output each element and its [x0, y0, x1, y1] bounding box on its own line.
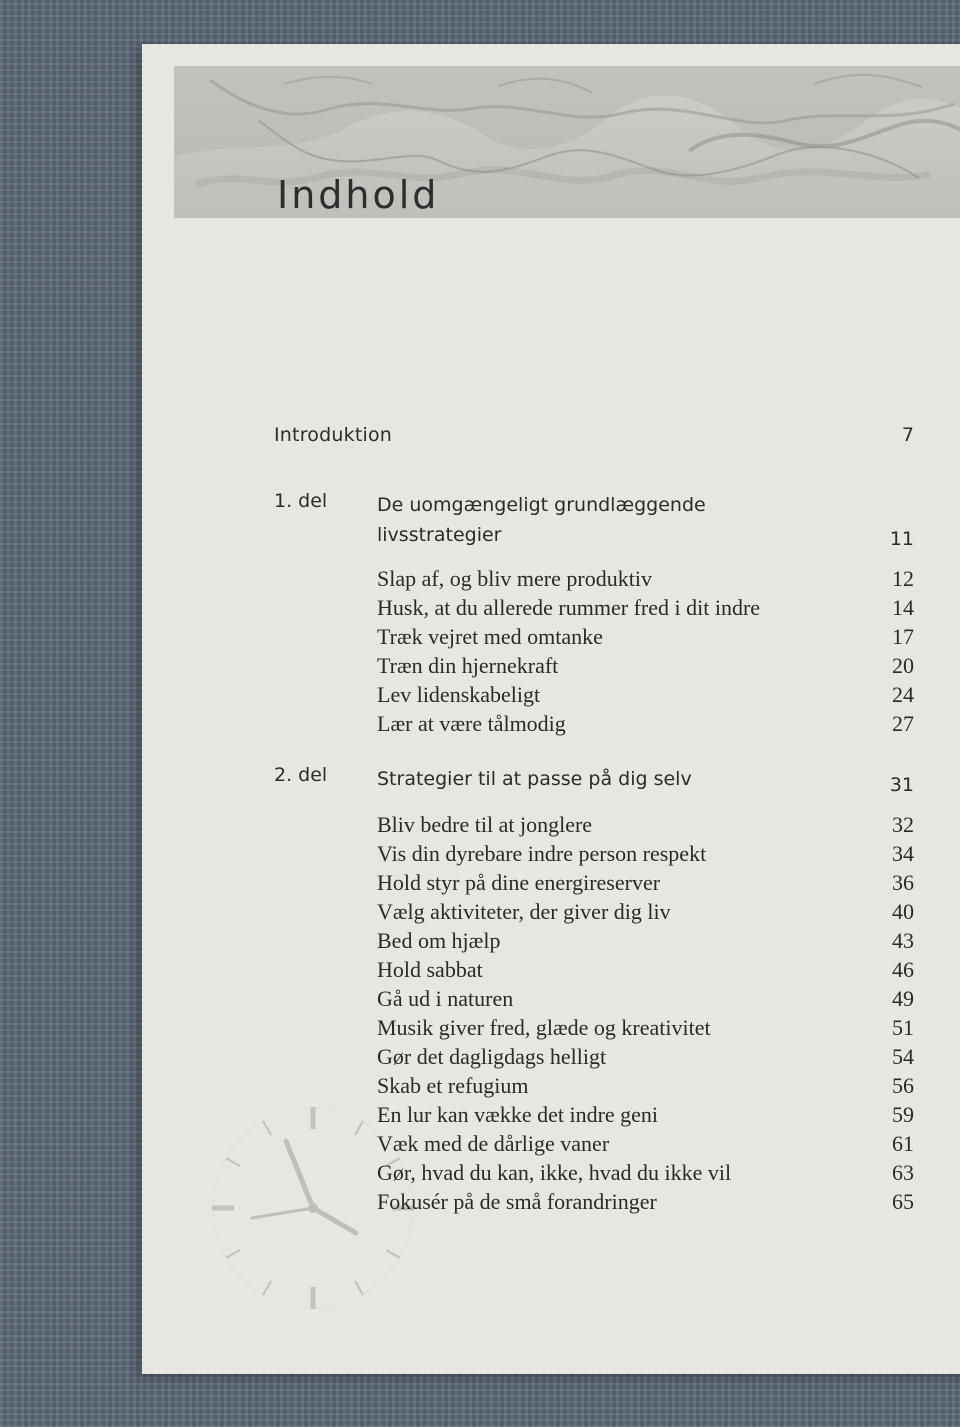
toc-chapter-title: Vælg aktiviteter, der giver dig liv	[377, 899, 671, 924]
toc-part-2-chapter-list	[274, 810, 914, 1216]
toc-chapter-title: Lær at være tålmodig	[377, 711, 566, 736]
toc-chapter-page-number: 63	[892, 1160, 914, 1185]
toc-chapter-page-number: 59	[892, 1102, 914, 1127]
book-page	[142, 44, 960, 1374]
toc-chapter-title: Skab et refugium	[377, 1073, 529, 1098]
toc-chapter-title: Musik giver fred, glæde og kreativitet	[377, 1015, 711, 1040]
toc-chapter-page-number: 43	[892, 928, 914, 953]
toc-chapter-page-number: 40	[892, 899, 914, 924]
toc-chapter-title: Hold sabbat	[377, 957, 483, 982]
toc-part-1	[274, 490, 914, 738]
toc-chapter-page-number: 24	[892, 682, 914, 707]
page-title: Indhold	[277, 173, 440, 217]
toc-chapter-row	[274, 984, 914, 1013]
toc-chapter-page-number: 34	[892, 841, 914, 866]
toc-chapter-page-number: 54	[892, 1044, 914, 1069]
toc-chapter-page-number: 14	[892, 595, 914, 620]
toc-chapter-page-number: 20	[892, 653, 914, 678]
toc-chapter-row	[274, 709, 914, 738]
toc-chapter-row	[274, 1042, 914, 1071]
toc-part-1-title: De uomgængeligt grundlæggende livsstrategier	[377, 494, 706, 546]
toc-part-1-page-number: 11	[889, 528, 914, 550]
toc-chapter-page-number: 12	[892, 566, 914, 591]
toc-chapter-title: Vis din dyrebare indre person respekt	[377, 841, 707, 866]
toc-chapter-title: Fokusér på de små forandringer	[377, 1189, 657, 1214]
toc-chapter-title: Bliv bedre til at jonglere	[377, 812, 593, 837]
table-of-contents	[274, 424, 914, 1216]
toc-chapter-row	[274, 1100, 914, 1129]
toc-chapter-title: En lur kan vække det indre geni	[377, 1102, 659, 1127]
toc-chapter-title: Slap af, og bliv mere produktiv	[377, 566, 652, 591]
toc-chapter-row	[274, 622, 914, 651]
toc-chapter-page-number: 61	[892, 1131, 914, 1156]
toc-chapter-title: Husk, at du allerede rummer fred i dit indre	[377, 595, 761, 620]
toc-chapter-row	[274, 839, 914, 868]
toc-chapter-page-number: 32	[892, 812, 914, 837]
toc-chapter-page-number: 49	[892, 986, 914, 1011]
toc-chapter-row	[274, 651, 914, 680]
toc-chapter-page-number: 51	[892, 1015, 914, 1040]
toc-chapter-title: Træn din hjernekraft	[377, 653, 559, 678]
toc-part-2-header	[274, 764, 914, 796]
toc-chapter-page-number: 46	[892, 957, 914, 982]
toc-chapter-row	[274, 1013, 914, 1042]
toc-part-2-title: Strategier til at passe på dig selv	[377, 768, 692, 790]
toc-chapter-row	[274, 564, 914, 593]
toc-chapter-title: Hold styr på dine energireserver	[377, 870, 661, 895]
toc-chapter-page-number: 27	[892, 711, 914, 736]
toc-chapter-row	[274, 1158, 914, 1187]
toc-part-1-label: 1. del	[274, 490, 328, 512]
toc-chapter-row	[274, 1129, 914, 1158]
toc-intro-title: Introduktion	[274, 424, 393, 446]
toc-part-1-header	[274, 490, 914, 550]
toc-chapter-row	[274, 1187, 914, 1216]
toc-chapter-title: Gør, hvad du kan, ikke, hvad du ikke vil	[377, 1160, 732, 1185]
toc-chapter-row	[274, 926, 914, 955]
toc-part-2	[274, 764, 914, 1216]
toc-chapter-title: Gør det dagligdags helligt	[377, 1044, 607, 1069]
toc-chapter-row	[274, 897, 914, 926]
toc-chapter-title: Bed om hjælp	[377, 928, 501, 953]
toc-intro-page-number: 7	[901, 424, 914, 446]
toc-part-2-label: 2. del	[274, 764, 328, 786]
toc-chapter-page-number: 36	[892, 870, 914, 895]
toc-chapter-title: Væk med de dårlige vaner	[377, 1131, 610, 1156]
toc-chapter-page-number: 65	[892, 1189, 914, 1214]
toc-chapter-row	[274, 810, 914, 839]
toc-chapter-row	[274, 1071, 914, 1100]
toc-chapter-row	[274, 680, 914, 709]
toc-chapter-title: Lev lidenskabeligt	[377, 682, 541, 707]
toc-chapter-title: Gå ud i naturen	[377, 986, 514, 1011]
toc-part-1-chapter-list	[274, 564, 914, 738]
toc-chapter-row	[274, 955, 914, 984]
toc-chapter-title: Træk vejret med omtanke	[377, 624, 603, 649]
toc-part-2-page-number: 31	[889, 774, 914, 796]
toc-chapter-row	[274, 593, 914, 622]
toc-intro-row	[274, 424, 914, 456]
toc-chapter-row	[274, 868, 914, 897]
toc-chapter-page-number: 17	[892, 624, 914, 649]
toc-chapter-page-number: 56	[892, 1073, 914, 1098]
